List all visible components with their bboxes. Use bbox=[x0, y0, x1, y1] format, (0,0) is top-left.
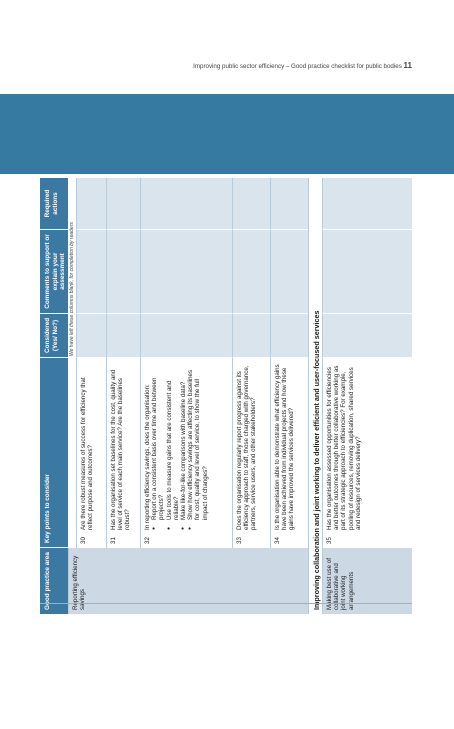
row-number: 35 bbox=[326, 537, 333, 544]
section-heading: Improving collaboration and joint working to deliver efficient and user-focused services bbox=[308, 178, 322, 614]
table-row bbox=[106, 358, 140, 548]
blank-columns-note: We have left these columns blank, for completion by readers bbox=[69, 222, 75, 356]
bullet-item: ● Make like-for-like comparisons with baseline data? bbox=[180, 362, 187, 530]
row-number: 33 bbox=[236, 537, 243, 544]
considered-cell[interactable] bbox=[140, 314, 232, 358]
table-row bbox=[270, 358, 308, 548]
considered-cell[interactable] bbox=[76, 314, 106, 358]
considered-cell[interactable] bbox=[106, 314, 140, 358]
area-label: Reporting efficiency savings bbox=[72, 555, 87, 610]
good-practice-area-reporting bbox=[68, 548, 308, 614]
actions-cell[interactable] bbox=[232, 178, 270, 230]
actions-cell[interactable] bbox=[322, 178, 412, 230]
row-number: 30 bbox=[80, 537, 87, 544]
running-header bbox=[40, 62, 412, 71]
col-header-considered: Considered (Yes/ No?) bbox=[40, 314, 68, 358]
bullet-item: ● Use tools to measure gains that are consistent and reliable? bbox=[166, 362, 180, 530]
considered-cell[interactable] bbox=[232, 314, 270, 358]
col-header-actions: Required actions bbox=[40, 178, 68, 230]
row-text: Has the organisation assessed opportunities for efficiencies and better outcomes through better collaborative working as part of its strategic approach to efficiencies? For example, pooling of resources, removing duplication, shared services and redesign of services delivery? bbox=[326, 365, 362, 530]
col-header-area: Good practice area bbox=[40, 548, 68, 614]
actions-cell[interactable] bbox=[76, 178, 106, 230]
running-title: Improving public sector efficiency – Good practice checklist for public bodies bbox=[193, 63, 402, 70]
bottom-rule bbox=[40, 603, 412, 604]
area-label: Making best use of collaborative and joint working arrangements bbox=[326, 558, 355, 610]
row-number: 32 bbox=[144, 537, 151, 544]
actions-cell[interactable] bbox=[140, 178, 232, 230]
col-header-comments: Comments to support or explain your assessment bbox=[40, 230, 68, 314]
considered-cell[interactable] bbox=[322, 314, 412, 358]
good-practice-area-collaboration bbox=[322, 548, 412, 614]
actions-cell[interactable] bbox=[106, 178, 140, 230]
comments-cell[interactable] bbox=[106, 230, 140, 314]
bullet-list bbox=[151, 362, 209, 530]
row-number: 34 bbox=[274, 537, 281, 544]
considered-cell[interactable] bbox=[270, 314, 308, 358]
comments-cell[interactable] bbox=[140, 230, 232, 314]
row-text: Has the organisation set baselines for the cost, quality and level of service of each main service? Are the baselines robust? bbox=[110, 369, 132, 530]
checklist-table bbox=[40, 178, 412, 614]
actions-cell[interactable] bbox=[270, 178, 308, 230]
row-text: Is the organisation able to demonstrate what efficiency gains have been achieved from individual projects and how these gains have improved the services delivered? bbox=[274, 364, 296, 530]
comments-cell[interactable] bbox=[76, 230, 106, 314]
comments-cell[interactable] bbox=[232, 230, 270, 314]
page-number: 11 bbox=[403, 61, 412, 70]
row-number: 31 bbox=[110, 537, 117, 544]
rotated-table-region bbox=[40, 178, 412, 614]
bullet-item: ● Show how efficiency savings are affecting its baselines for cost, quality and level of service, to show the full impact of changes? bbox=[187, 362, 209, 530]
row-text: Are there robust measures of success for efficiency that reflect purpose and outcomes? bbox=[80, 377, 95, 530]
table-row bbox=[140, 358, 232, 548]
table-row bbox=[322, 358, 412, 548]
row-intro: In reporting efficiency savings, does the organisation: bbox=[144, 384, 151, 530]
col-header-key-points: Key points to consider bbox=[40, 358, 68, 548]
table-row bbox=[76, 358, 106, 548]
table-row bbox=[232, 358, 270, 548]
comments-cell[interactable] bbox=[322, 230, 412, 314]
comments-cell[interactable] bbox=[270, 230, 308, 314]
bullet-item: ● Report on a consistent basis over time and between projects? bbox=[151, 362, 165, 530]
row-text: Does the organisation regularly report progress against its efficiency approach to staff, those charged with governance, partners, service users, and other stakeholders? bbox=[236, 365, 258, 530]
header-band bbox=[0, 94, 454, 174]
